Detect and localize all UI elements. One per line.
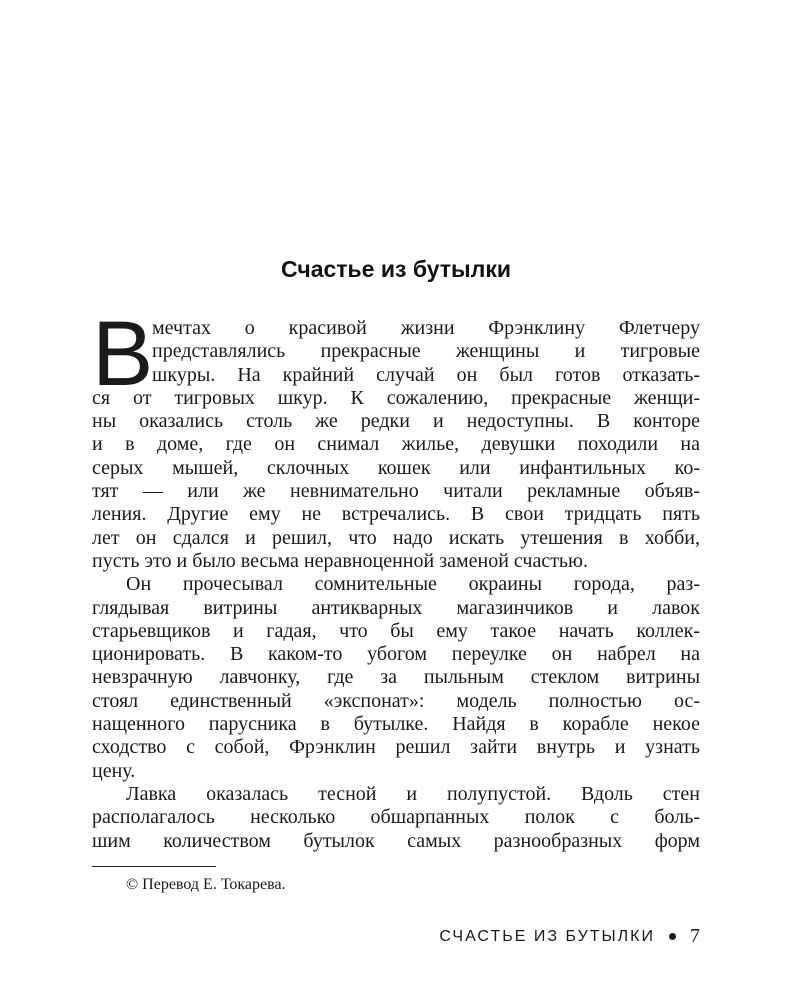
text-line: и в доме, где он снимал жилье, девушки походили на (92, 433, 700, 456)
chapter-title: Счастье из бутылки (281, 256, 511, 282)
text-line: ления. Другие ему не встречались. В свои тридцать пять (92, 503, 700, 526)
body-text (92, 303, 700, 853)
paragraph-1 (92, 303, 700, 573)
text-line: шим количеством бутылок самых разнообразных форм (92, 829, 700, 852)
text-line: сходство с собой, Фрэнклин решил зайти внутрь и узнать (92, 736, 700, 759)
text-line: Лавка оказалась тесной и полупустой. Вдоль стен (126, 782, 700, 805)
page-number: 7 (690, 925, 700, 947)
text-line: Он прочесывал сомнительные окраины города, раз- (126, 573, 700, 596)
text-line: представлялись прекрасные женщины и тигровые (152, 340, 700, 363)
running-title: СЧАСТЬЕ ИЗ БУТЫЛКИ (439, 927, 655, 945)
text-line: серых мышей, склочных кошек или инфантильных ко- (92, 456, 700, 479)
footnote-divider (92, 866, 216, 867)
text-line: глядывая витрины антикварных магазинчиков и лавок (92, 596, 700, 619)
paragraph-3 (92, 783, 700, 853)
text-line: ны оказались столь же редки и недоступны. В конторе (92, 410, 700, 433)
paragraph-2 (92, 573, 700, 783)
text-line: тят — или же невнимательно читали рекламные объяв- (92, 480, 700, 503)
drop-cap: В (92, 303, 154, 405)
text-line: ционировать. В каком-то убогом переулке он набрел на (92, 643, 700, 666)
footnote: © Перевод Е. Токарева. (126, 876, 286, 893)
text-line: нащенного парусника в бутылке. Найдя в корабле некое (92, 713, 700, 736)
text-line: стоял единственный «экспонат»: модель полностью ос- (92, 689, 700, 712)
text-line: невзрачную лавчонку, где за пыльным стеклом витрины (92, 666, 700, 689)
text-line: пусть это и было весьма неравноценной заменой счастью. (92, 549, 588, 572)
text-line: мечтах о красивой жизни Фрэнклину Флетчеру (152, 317, 700, 339)
running-footer (439, 925, 700, 948)
text-line: лет он сдался и решил, что надо искать утешения в хобби, (92, 526, 700, 549)
text-line: старьевщиков и гадая, что бы ему такое начать коллек- (92, 619, 700, 642)
bullet-icon (669, 933, 676, 940)
text-line: цену. (92, 759, 136, 782)
book-page (92, 0, 700, 1000)
text-line: шкуры. На крайний случай он был готов отказать- (152, 363, 700, 386)
text-line: ся от тигровых шкур. К сожалению, прекрасные женщи- (92, 386, 700, 409)
text-line: располагалось несколько обшарпанных полок с боль- (92, 806, 700, 829)
